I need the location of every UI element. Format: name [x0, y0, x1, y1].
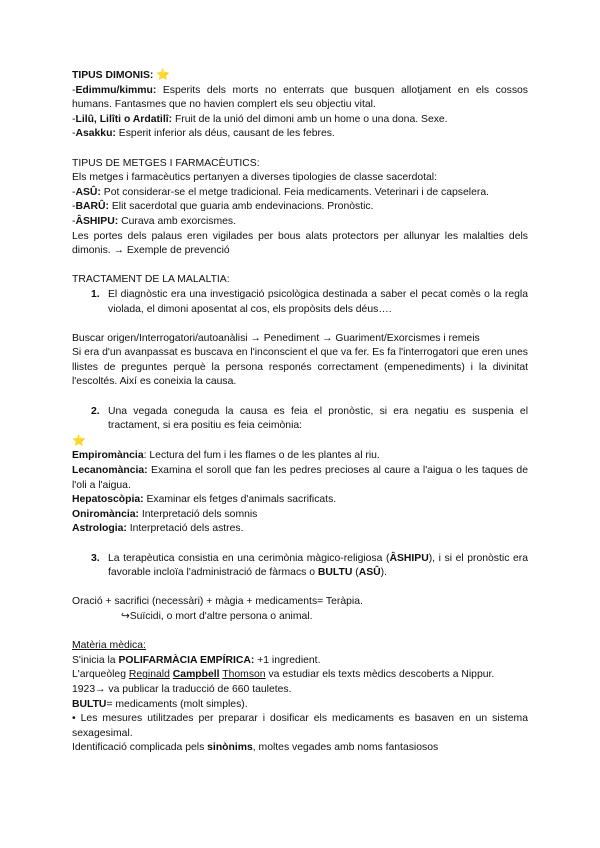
divination-item: Hepatoscòpia: Examinar els fetges d'animals sacrificats. [72, 494, 337, 506]
star-icon: ⭐ [156, 69, 170, 81]
demon-item: -Edimmu/kimmu: Esperits dels morts no enterrats que busquen allotjament en els cossos humans. Fantasmes que no havien complert els seu objectiu vital. [72, 84, 528, 111]
prevention-note: Les portes dels palaus eren vigilades per bous alats protectors per allunyar les malalties dels dimonis. → Exemple de prevenció [72, 230, 528, 257]
process-flow: Buscar origen/Interrogatori/autoanàlisi → Penediment → Guariment/Exorcismes i remeis [72, 332, 480, 344]
doctor-item: -ÂSHIPU: Curava amb exorcismes. [72, 215, 237, 227]
section-heading-dimonis [72, 68, 528, 84]
divination-item: Astrologia: Interpretació dels astres. [72, 523, 244, 535]
section-heading-tractament: TRACTAMENT DE LA MALALTIA: [72, 274, 230, 286]
numbered-item: 3. La terapèutica consistia en una cerimònia màgico-religiosa (ÂSHIPU), i si el pronòstic era favorable incloïa l'administració de fàrmacs o BULTU (ASÛ). [91, 552, 528, 579]
process-description: Si era d'un avanpassat es buscava en l'inconscient el que va fer. Es fa l'interrogatori que eren unes llistes de preguntes perquè la persona responés correctament (empenediments) i la divinitat l'escoltés. Així es coneixia la causa. [72, 347, 528, 388]
materia-line: • Les mesures utilitzades per preparar i dosificar els medicaments es basaven en un sistema sexagesimal. [72, 713, 528, 739]
materia-line: S'inicia la POLIFARMÀCIA EMPÍRICA: +1 ingredient. [72, 654, 321, 666]
star-icon: ⭐ [72, 434, 86, 447]
demon-item: -Lilû, Lilîti o Ardatilî: Fruit de la unió del dimoni amb un home o una dona. Sexe. [72, 113, 448, 125]
doctor-item: -BARÛ: Elit sacerdotal que guaria amb endevinacions. Pronòstic. [72, 201, 374, 213]
materia-line: Identificació complicada pels sinònims, moltes vegades amb noms fantasiosos [72, 742, 439, 754]
demon-item: -Asakku: Esperit inferior als déus, causant de les febres. [72, 128, 335, 140]
section-heading-metges: TIPUS DE METGES I FARMACÈUTICS: [72, 157, 260, 169]
divination-item: Empiromància: Lectura del fum i les flames o de les plantes al riu. [72, 450, 380, 462]
doctor-item: -ASÛ: Pot considerar-se el metge tradicional. Feia medicaments. Veterinari i de capselera. [72, 186, 489, 198]
therapy-formula-sub: ↪Suïcidi, o mort d'altre persona o animal. [121, 610, 313, 622]
divination-item: Lecanomància: Examina el soroll que fan les pedres precioses al caure a l'aigua o les taques de l'oli a l'aigua. [72, 465, 528, 491]
therapy-formula: Oració + sacrifici (necessàri) + màgia + medicaments= Teràpia. [72, 596, 363, 608]
document-page [72, 68, 528, 756]
section-heading-materia: Matèria mèdica: [72, 640, 146, 652]
materia-line: L'arqueòleg Reginald Campbell Thomson va estudiar els texts mèdics descoberts a Nippur. [72, 669, 495, 681]
materia-line: 1923→ va publicar la traducció de 660 tauletes. [72, 683, 292, 695]
section-intro: Els metges i farmacèutics pertanyen a diverses tipologies de classe sacerdotal: [72, 172, 438, 184]
numbered-item: 1. El diagnòstic era una investigació psicològica destinada a saber el pecat comès o la regla violada, el dimoni aposentat al cos, els propòsits dels déus…. [91, 288, 528, 315]
materia-line: BULTU= medicaments (molt simples). [72, 698, 248, 710]
divination-item: Oniromància: Interpretació dels somnis [72, 508, 258, 520]
heading-text: TIPUS DIMONIS: [72, 70, 154, 81]
numbered-item: 2. Una vegada coneguda la causa es feia el pronòstic, si era negatiu es suspenia el tractament, si era positiu es feia ceimònia: [91, 405, 528, 432]
